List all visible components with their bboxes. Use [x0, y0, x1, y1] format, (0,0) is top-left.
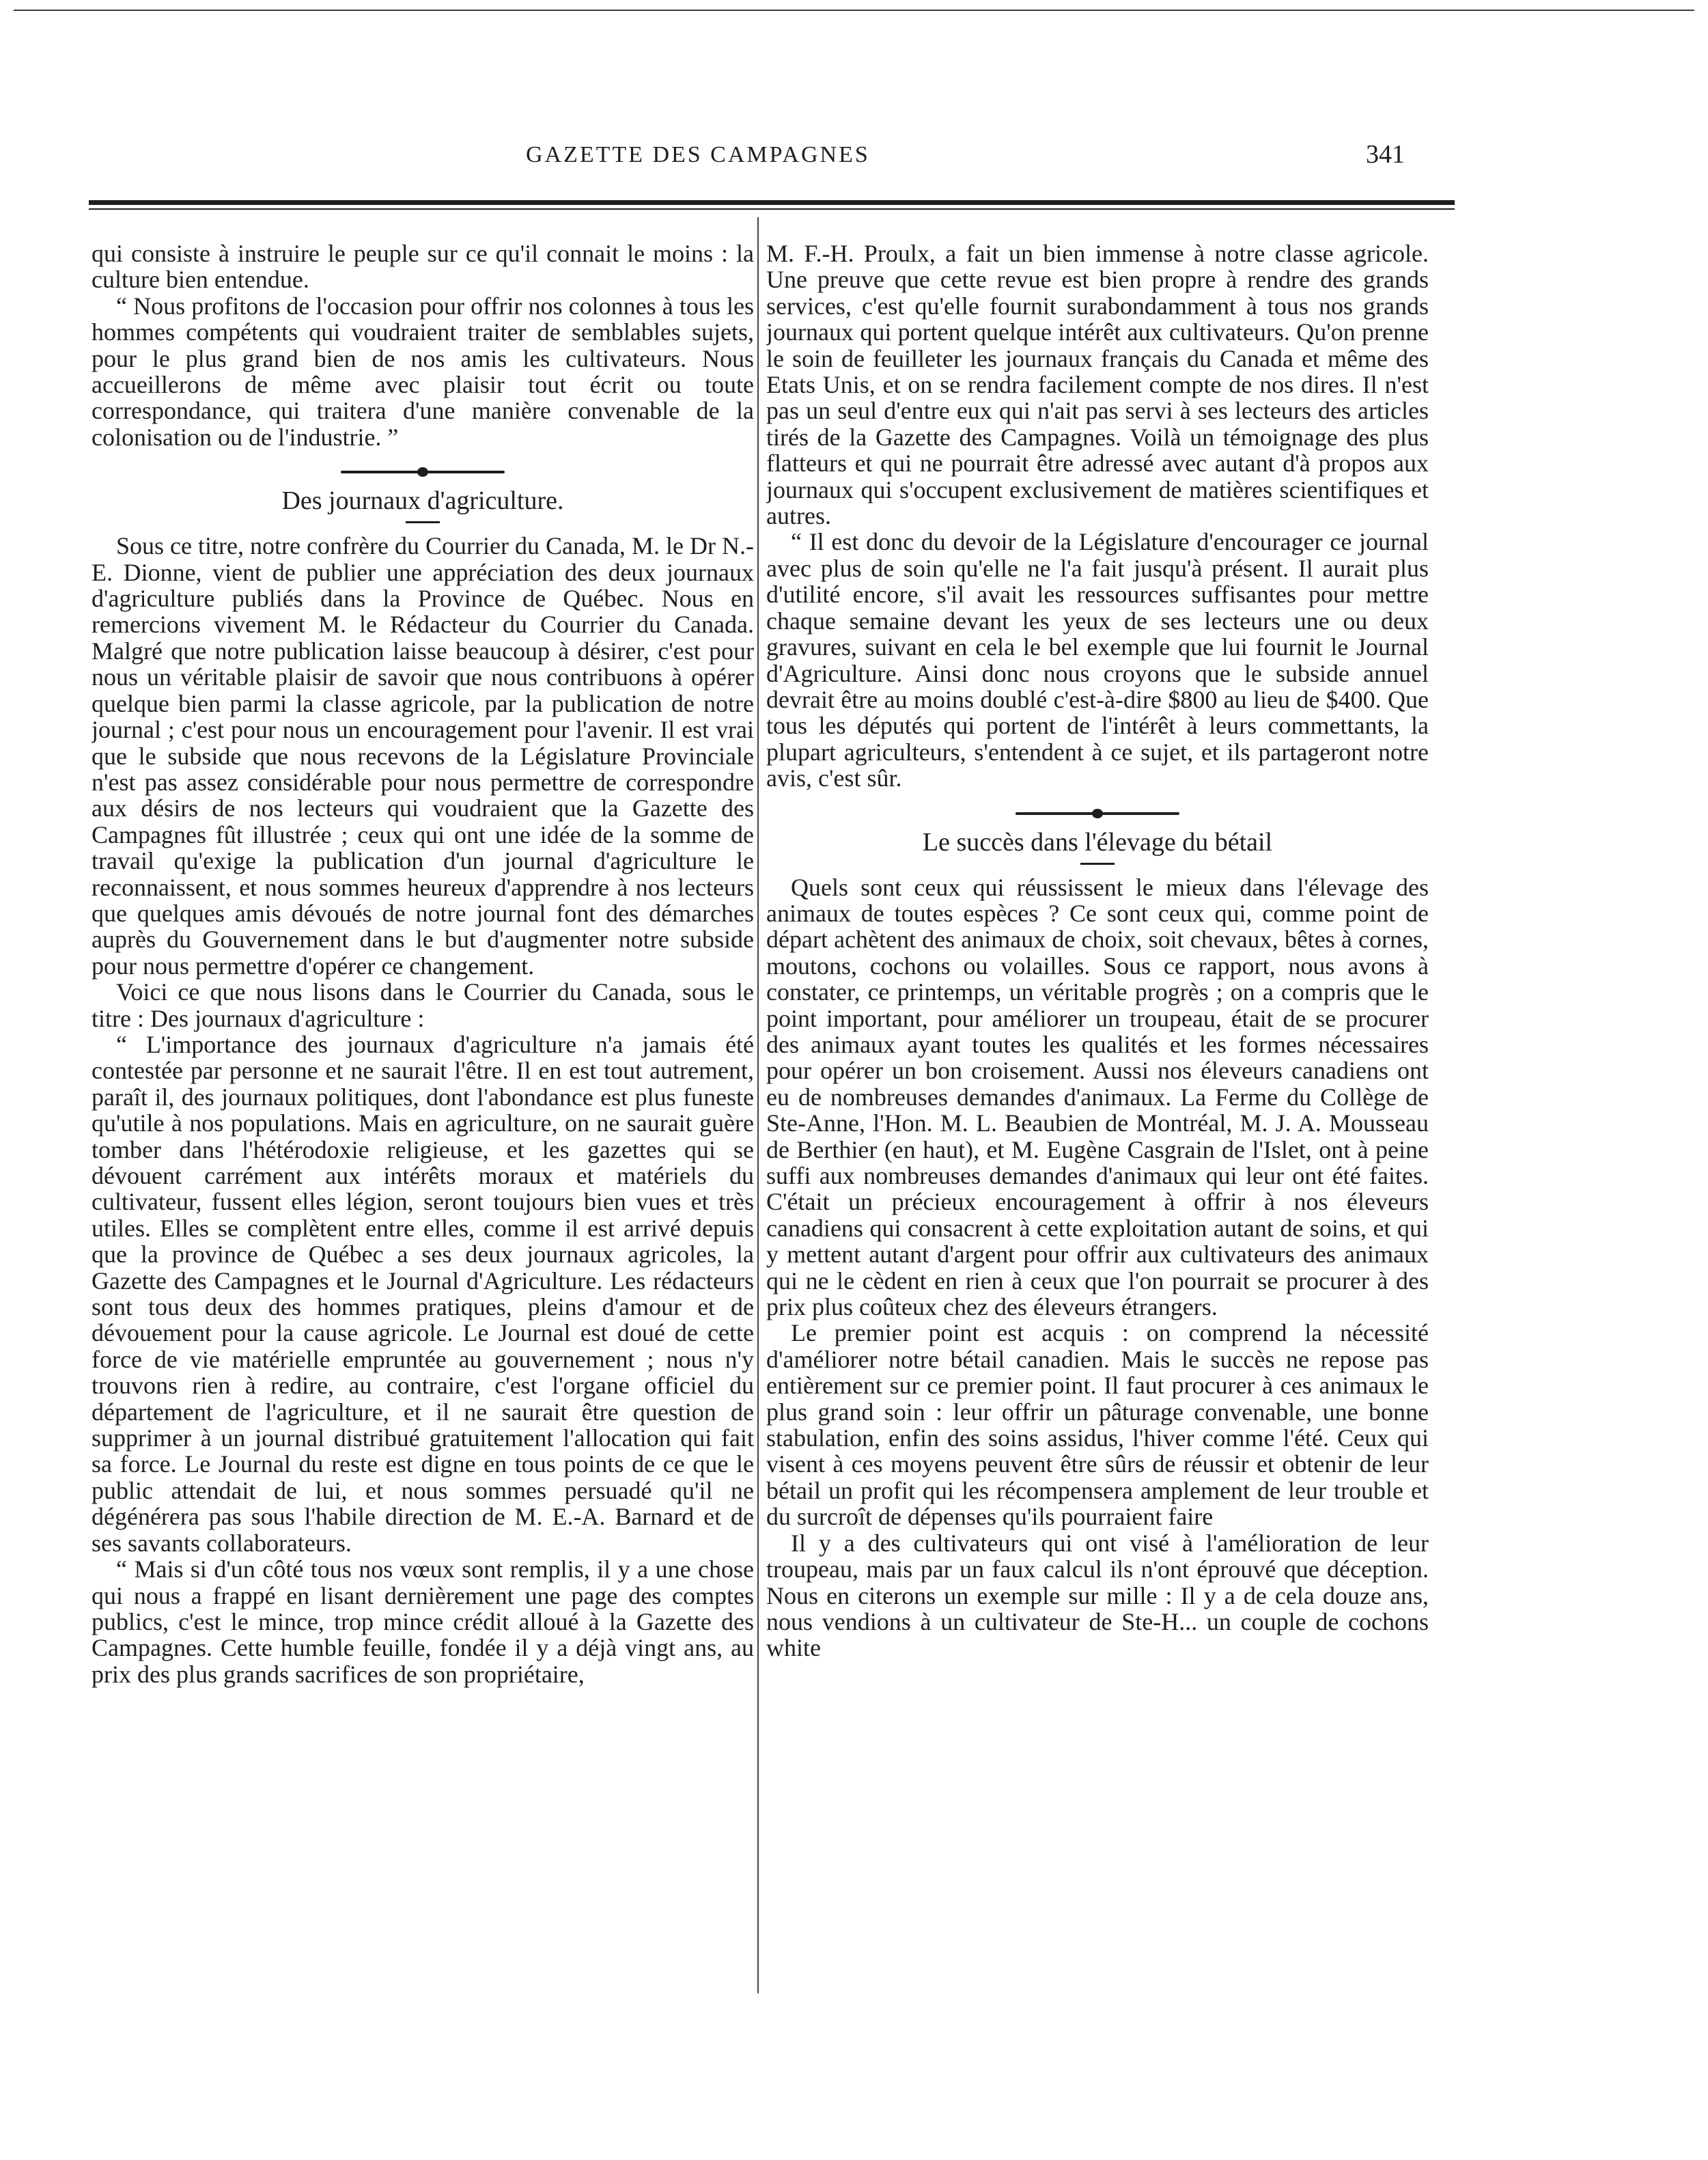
page-edge-rule [14, 10, 1694, 11]
paragraph: Quels sont ceux qui réussissent le mieux dans l'élevage des animaux de toutes espèces ? Ce sont ceux qui, comme point de départ achètent des animaux de choix, soit chevaux, bêtes à cornes, moutons, cochons ou volailles. Sous ce rapport, nous avons à constater, ce printemps, un véritable progrès ; on a compris que le point important, pour améliorer un troupeau, était de se procurer des animaux ayant toutes les qualités et les formes nécessaires pour opérer un bon croisement. Aussi nos éleveurs canadiens ont eu de nombreuses demandes d'animaux. La Ferme du Collège de Ste-Anne, l'Hon. M. L. Beaubien de Montréal, M. J. A. Mousseau de Berthier (en haut), et M. Eugène Casgrain de l'Islet, ont à peine suffi aux nombreuses demandes d'animaux qui leur ont été faites. C'était un précieux encouragement à offrir à nos éleveurs canadiens qui consacrent à cette exploitation autant de soins, et qui y mettent autant d'argent pour offrir aux cultivateurs des animaux qui ne le cèdent en rien à ceux que l'on pourrait se procurer à des prix plus coûteux chez des éleveurs étrangers. [766, 873, 1429, 1321]
paragraph: Voici ce que nous lisons dans le Courrier du Canada, sous le titre : Des journaux d'agriculture : [92, 978, 754, 1032]
running-head [89, 137, 1455, 178]
paragraph: “ L'importance des journaux d'agriculture n'a jamais été contestée par personne et ne saurait l'être. Il en est tout autrement, paraît il, des journaux politiques, dont l'abondance est plus funeste qu'utile à nos populations. Mais en agriculture, on ne saurait guère tomber dans l'hétérodoxie religieuse, et les gazettes qui se dévouent carrément aux intérêts moraux et matériels du cultivateur, fussent elles légion, seront toujours bien vues et très utiles. Elles se complètent entre elles, comme il est arrivé depuis que la province de Québec a ses deux journaux agricoles, la Gazette des Campagnes et le Journal d'Agriculture. Les rédacteurs sont tous deux des hommes pratiques, pleins d'amour et de dévouement pour la cause agricole. Le Journal est doué de cette force de vie matérielle empruntée au gouvernement ; nous n'y trouvons rien à redire, au contraire, c'est l'organe officiel du département de l'agriculture, et il ne saurait être question de supprimer à un journal distribué gratuitement l'allocation qui fait sa force. Le Journal du reste est digne en tous points de ce que le public attendait de lui, et nous sommes persuadé qu'il ne dégénérera pas sous l'habile direction de M. E.-A. Barnard et de ses savants collaborateurs. [92, 1030, 754, 1557]
section-ornament [1016, 808, 1179, 819]
paragraph: “ Nous profitons de l'occasion pour offrir nos colonnes à tous les hommes compétents qui voudraient traiter de semblables sujets, pour le plus grand bien de nos amis les cultivateurs. Nous accueillerons de même avec plaisir tout écrit ou toute correspondance, qui traitera d'une manière convenable de la colonisation ou de l'industrie. ” [92, 292, 754, 451]
section-title: Des journaux d'agriculture. [281, 486, 564, 516]
header-rule-thin [89, 208, 1455, 210]
page-number: 341 [1366, 140, 1405, 169]
column-divider [757, 217, 759, 1993]
header-rule-thick [89, 200, 1455, 205]
title-rule [1080, 863, 1115, 865]
section-ornament [341, 467, 505, 477]
paragraph: qui consiste à instruire le peuple sur ce qu'il connait le moins : la culture bien entendue. [92, 240, 754, 294]
title-rule [406, 521, 440, 523]
paragraph: Sous ce titre, notre confrère du Courrier du Canada, M. le Dr N.-E. Dionne, vient de publier une appréciation des deux journaux d'agriculture publiés dans la Province de Québec. Nous en remercions vivement M. le Rédacteur du Courrier du Canada. Malgré que notre publication laisse beaucoup à désirer, c'est pour nous un véritable plaisir de savoir que nous contribuons à opérer quelque bien parmi la classe agricole, par la publication de notre journal ; c'est pour nous un encouragement pour l'avenir. Il est vrai que le subside que nous recevons de la Législature Provinciale n'est pas assez considérable pour nous permettre de correspondre aux désirs de nos lecteurs qui voudraient que la Gazette des Campagnes fût illustrée ; ceux qui ont une idée de la somme de travail qu'exige la publication d'un journal d'agriculture le reconnaissent, et nous sommes heureux d'apprendre à nos lecteurs que quelques amis dévoués de notre journal font des démarches auprès du Gouvernement dans le but d'augmenter notre subside pour nous permettre d'opérer ce changement. [92, 532, 754, 980]
journal-title: GAZETTE DES CAMPAGNES [526, 142, 870, 167]
left-column [92, 240, 754, 1989]
paragraph: M. F.-H. Proulx, a fait un bien immense à notre classe agricole. Une preuve que cette revue est bien propre à rendre des grands services, c'est qu'elle fournit surabondamment à tous nos grands journaux qui portent quelque intérêt aux cultivateurs. Qu'on prenne le soin de feuilleter les journaux français du Canada et même des Etats Unis, et on se rendra facilement compte de nos dires. Il n'est pas un seul d'entre eux qui n'ait pas servi à ses lecteurs des articles tirés de la Gazette des Campagnes. Voilà un témoignage des plus flatteurs et qui ne pourrait être adressé avec autant d'à propos aux journaux qui s'occupent exclusivement de matières scientifiques et autres. [766, 240, 1429, 530]
paragraph: Il y a des cultivateurs qui ont visé à l'amélioration de leur troupeau, mais par un faux calcul ils n'ont éprouvé que déception. Nous en citerons un exemple sur mille : Il y a de cela douze ans, nous vendions à un cultivateur de Ste-H... un couple de cochons white [766, 1529, 1429, 1662]
paragraph: “ Il est donc du devoir de la Législature d'encourager ce journal avec plus de soin qu'elle ne l'a fait jusqu'à présent. Il aurait plus d'utilité encore, s'il avait les ressources suffisantes pour mettre chaque semaine devant les yeux de ses lecteurs une ou deux gravures, suivant en cela le bel exemple que lui fournit le Journal d'Agriculture. Ainsi donc nous croyons que le subside annuel devrait être au moins doublé c'est-à-dire $800 au lieu de $400. Que tous les députés qui portent de l'intérêt à leurs commettants, la plupart agriculteurs, s'entendent à ce sujet, et ils partageront notre avis, c'est sûr. [766, 528, 1429, 792]
paragraph: “ Mais si d'un côté tous nos vœux sont remplis, il y a une chose qui nous a frappé en lisant dernièrement une page des comptes publics, c'est le mince, trop mince crédit alloué à la Gazette des Campagnes. Cette humble feuille, fondée il y a déjà vingt ans, au prix des plus grands sacrifices de son propriétaire, [92, 1555, 754, 1688]
right-column [766, 240, 1429, 1989]
section-title: Le succès dans l'élevage du bétail [922, 827, 1273, 857]
paragraph: Le premier point est acquis : on comprend la nécessité d'améliorer notre bétail canadien. Mais le succès ne repose pas entièrement sur ce premier point. Il faut procurer à ces animaux le plus grand soin : leur offrir un pâturage convenable, une bonne stabulation, enfin des soins assidus, l'hiver comme l'été. Ceux qui visent à ces moyens peuvent être sûrs de réussir et obtenir de leur bétail un profit qui les récompensera amplement de leur trouble et du surcroît de dépenses qu'ils pourraient faire [766, 1319, 1429, 1531]
